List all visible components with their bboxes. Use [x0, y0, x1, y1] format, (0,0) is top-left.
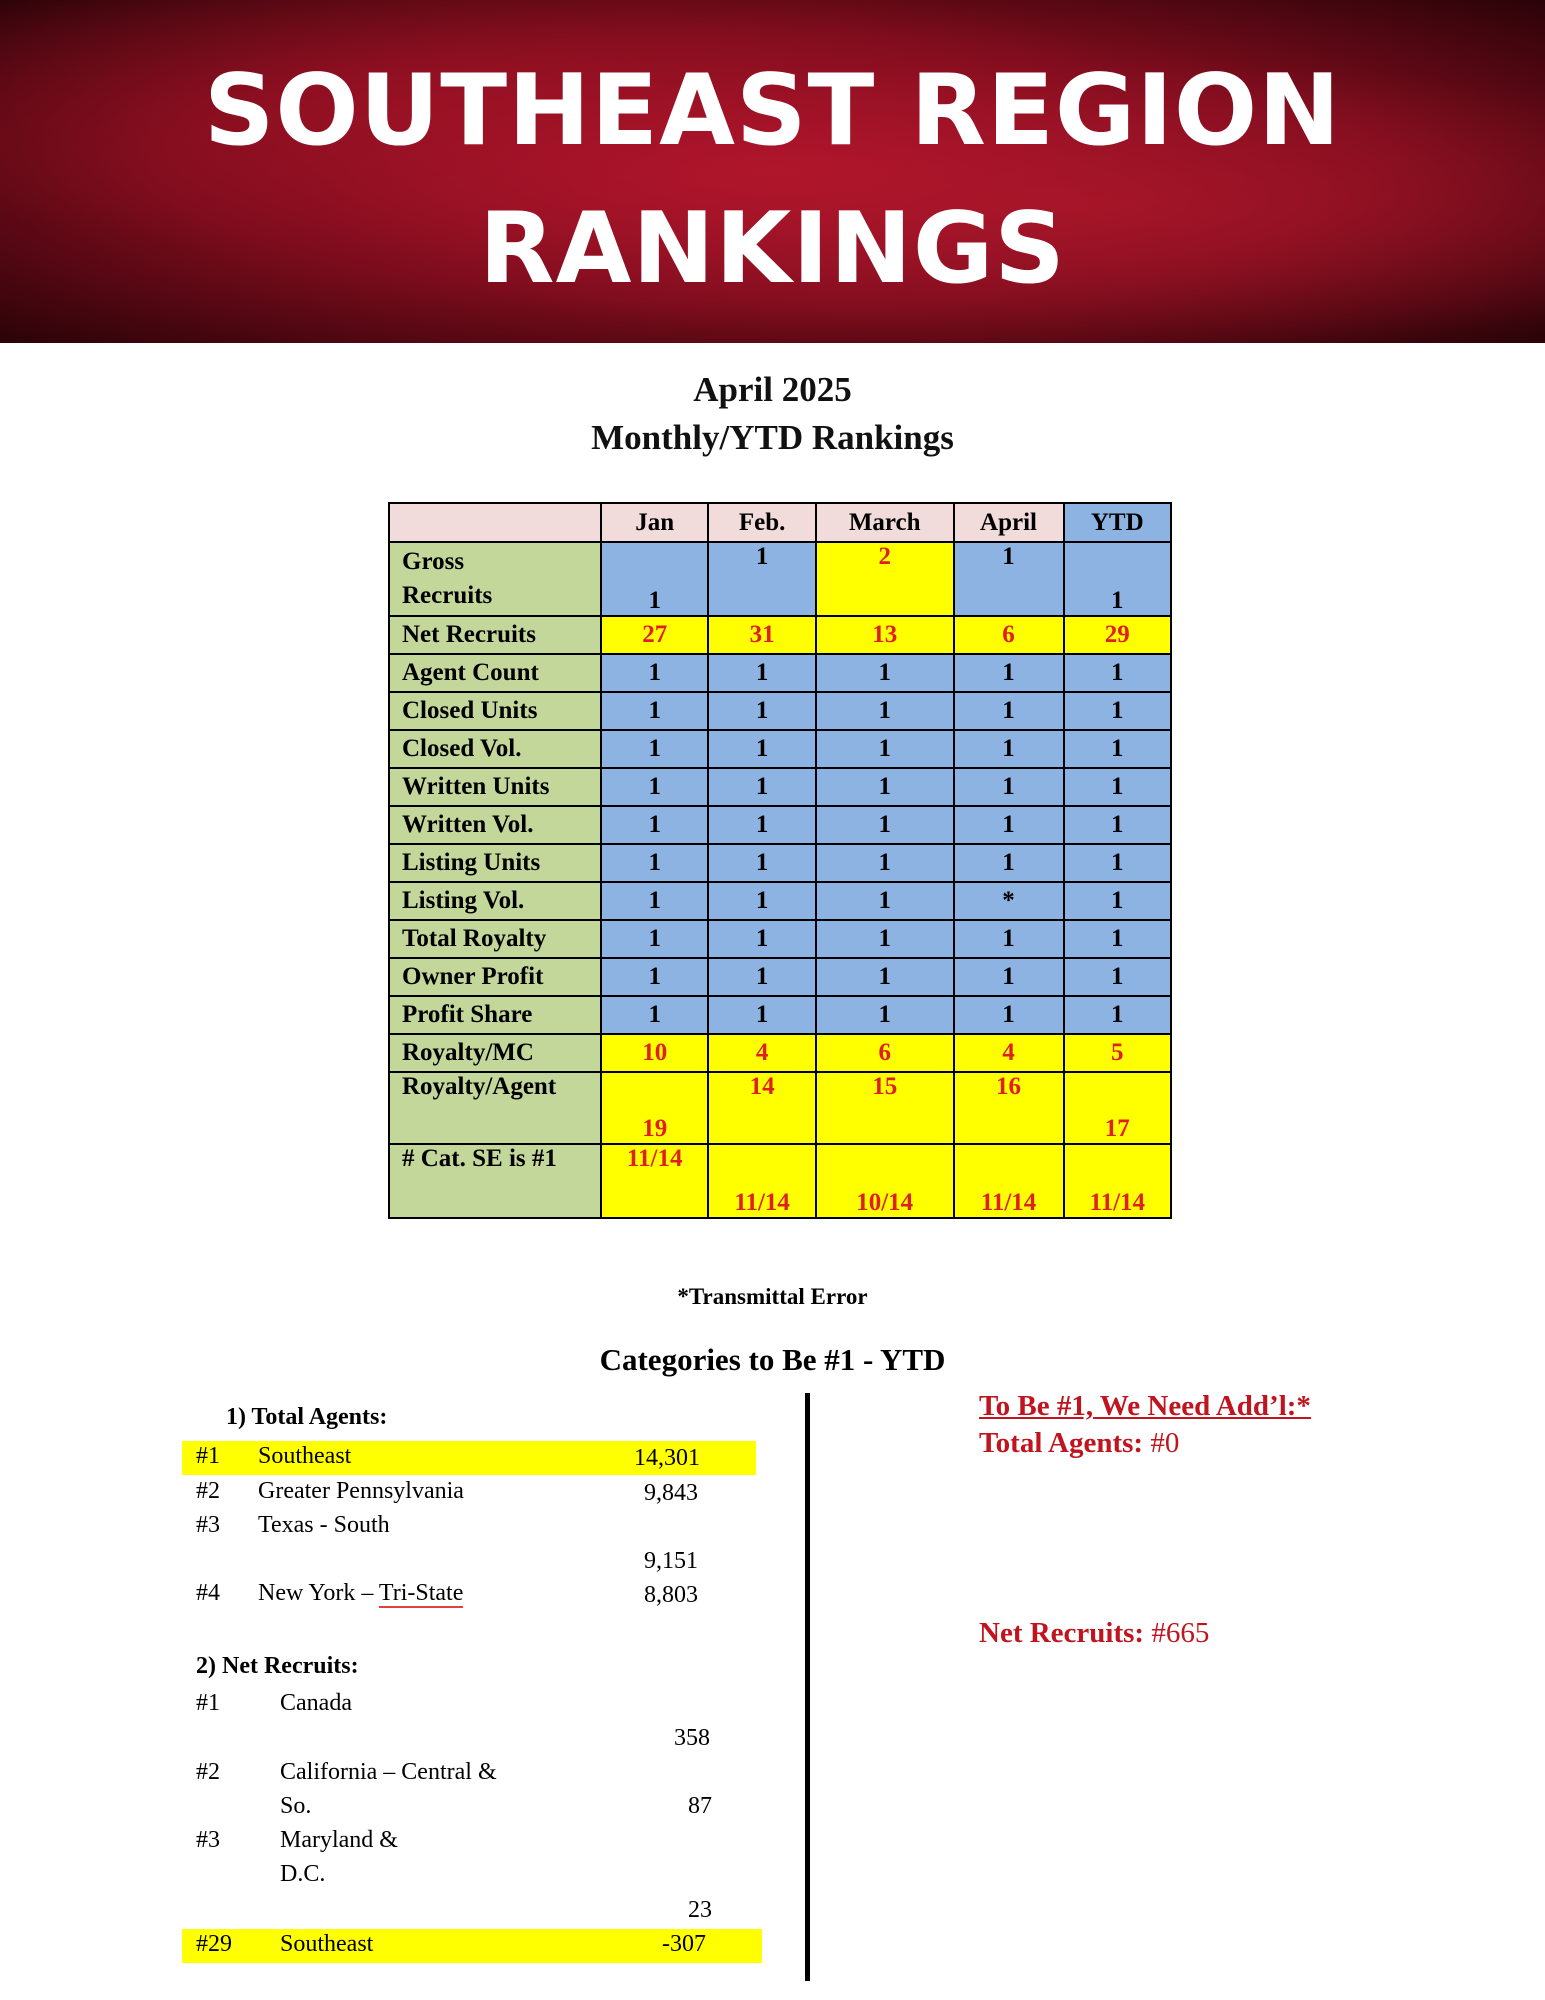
table-cell: 1: [816, 996, 954, 1034]
table-cell: 1: [1064, 692, 1171, 730]
table-cell: 11/14: [708, 1144, 815, 1218]
table-cell: 31: [708, 616, 815, 654]
region-name: Canada: [280, 1690, 352, 1716]
table-row: [389, 996, 1171, 1034]
table-cell: 2: [816, 542, 954, 616]
header-blank: [389, 503, 601, 542]
table-cell: 1: [601, 806, 708, 844]
table-cell: 19: [601, 1072, 708, 1144]
table-cell: 1: [816, 730, 954, 768]
row-label: Gross Recruits: [389, 542, 601, 616]
table-cell: 4: [954, 1034, 1064, 1072]
table-cell: 1: [708, 654, 815, 692]
row-label: Listing Units: [389, 844, 601, 882]
categories-title: Categories to Be #1 - YTD: [599, 1342, 946, 1377]
row-label: Written Units: [389, 768, 601, 806]
table-cell: 14: [708, 1072, 815, 1144]
table-cell: 1: [601, 996, 708, 1034]
net-recruits-heading: 2) Net Recruits:: [196, 1653, 359, 1679]
table-cell: 1: [816, 692, 954, 730]
rank: #1: [196, 1443, 220, 1469]
table-cell: 1: [954, 692, 1064, 730]
table-cell: 1: [1064, 768, 1171, 806]
region-name-cont: So.: [280, 1793, 312, 1819]
table-row: [389, 616, 1171, 654]
table-cell: 1: [1064, 730, 1171, 768]
table-cell: 1: [708, 844, 815, 882]
table-cell: 1: [816, 768, 954, 806]
table-cell: 1: [954, 806, 1064, 844]
col-header: March: [816, 503, 954, 542]
table-cell: 1: [1064, 654, 1171, 692]
table-row: [389, 768, 1171, 806]
value: 23: [688, 1897, 712, 1923]
row-label: Royalty/MC: [389, 1034, 601, 1072]
table-cell: 10: [601, 1034, 708, 1072]
row-label: Royalty/Agent: [389, 1072, 601, 1144]
row-label: # Cat. SE is #1: [389, 1144, 601, 1218]
table-cell: 17: [1064, 1072, 1171, 1144]
table-cell: 1: [601, 730, 708, 768]
value: 9,843: [644, 1480, 698, 1506]
table-row: [389, 692, 1171, 730]
needs-total-agents: Total Agents: #0: [979, 1427, 1180, 1459]
table-cell: 1: [708, 920, 815, 958]
table-cell: 1: [601, 844, 708, 882]
rank: #1: [196, 1690, 220, 1716]
table-row: [389, 1144, 1171, 1218]
needs-title: To Be #1, We Need Add’l:*: [979, 1390, 1311, 1422]
table-cell: 1: [601, 920, 708, 958]
table-cell: 1: [816, 882, 954, 920]
table-cell: 1: [816, 844, 954, 882]
col-header: Jan: [601, 503, 708, 542]
region-name: New York – Tri-State: [258, 1580, 464, 1606]
table-cell: 1: [708, 692, 815, 730]
row-label: Net Recruits: [389, 616, 601, 654]
table-row: [389, 542, 1171, 616]
banner-title-line2: RANKINGS: [479, 192, 1066, 306]
banner-title-line1: SOUTHEAST REGION: [203, 54, 1342, 168]
row-label: Closed Units: [389, 692, 601, 730]
table-row: [389, 844, 1171, 882]
header-banner: [0, 0, 1545, 343]
table-row: [389, 730, 1171, 768]
region-name: Texas - South: [258, 1512, 390, 1538]
region-name: Southeast: [280, 1931, 374, 1957]
table-cell: 1: [954, 542, 1064, 616]
table-cell: 1: [708, 768, 815, 806]
table-cell: 1: [1064, 844, 1171, 882]
table-row: [389, 806, 1171, 844]
table-cell: 1: [1064, 920, 1171, 958]
table-cell: 1: [601, 882, 708, 920]
table-cell: *: [954, 882, 1064, 920]
table-cell: 1: [708, 806, 815, 844]
table-cell: 11/14: [954, 1144, 1064, 1218]
table-cell: 6: [954, 616, 1064, 654]
table-cell: 1: [708, 542, 815, 616]
table-cell: 1: [601, 958, 708, 996]
row-label: Total Royalty: [389, 920, 601, 958]
table-cell: 29: [1064, 616, 1171, 654]
region-name-cont: D.C.: [280, 1861, 326, 1887]
col-header: Feb.: [708, 503, 815, 542]
table-cell: 1: [1064, 882, 1171, 920]
table-cell: 10/14: [816, 1144, 954, 1218]
region-name: California – Central &: [280, 1759, 497, 1785]
table-cell: 1: [954, 768, 1064, 806]
table-cell: 11/14: [1064, 1144, 1171, 1218]
table-cell: 1: [708, 730, 815, 768]
table-row: [389, 958, 1171, 996]
table-cell: 1: [708, 958, 815, 996]
row-label: Written Vol.: [389, 806, 601, 844]
table-cell: 27: [601, 616, 708, 654]
row-label: Profit Share: [389, 996, 601, 1034]
table-row: [389, 1034, 1171, 1072]
col-header: April: [954, 503, 1064, 542]
table-cell: 11/14: [601, 1144, 708, 1218]
table-cell: 1: [954, 920, 1064, 958]
table-cell: 5: [1064, 1034, 1171, 1072]
footnote: *Transmittal Error: [677, 1284, 868, 1309]
row-label: Agent Count: [389, 654, 601, 692]
table-cell: 16: [954, 1072, 1064, 1144]
row-label: Owner Profit: [389, 958, 601, 996]
table-cell: 1: [816, 920, 954, 958]
table-cell: 4: [708, 1034, 815, 1072]
table-cell: 1: [954, 996, 1064, 1034]
table-row: [389, 920, 1171, 958]
table-cell: 6: [816, 1034, 954, 1072]
table-header-row: [389, 503, 1171, 542]
report-subtitle: Monthly/YTD Rankings: [591, 418, 954, 457]
rank: #3: [196, 1827, 220, 1853]
table-cell: 1: [601, 654, 708, 692]
report-date: April 2025: [693, 370, 852, 409]
table-row: [389, 1072, 1171, 1144]
table-cell: 1: [1064, 542, 1171, 616]
value: 87: [688, 1793, 712, 1819]
rank: #2: [196, 1478, 220, 1504]
table-row: [389, 654, 1171, 692]
value: -307: [662, 1931, 706, 1957]
value: 8,803: [644, 1582, 698, 1608]
table-cell: 15: [816, 1072, 954, 1144]
value: 9,151: [644, 1548, 698, 1574]
table-cell: 1: [708, 882, 815, 920]
rank: #3: [196, 1512, 220, 1538]
table-cell: 1: [601, 692, 708, 730]
region-name: Southeast: [258, 1443, 352, 1469]
rankings-table: [388, 502, 1172, 1219]
row-label: Closed Vol.: [389, 730, 601, 768]
table-cell: 1: [954, 654, 1064, 692]
region-name: Greater Pennsylvania: [258, 1478, 464, 1504]
table-row: [389, 882, 1171, 920]
table-cell: 1: [1064, 996, 1171, 1034]
table-cell: 13: [816, 616, 954, 654]
table-cell: 1: [708, 996, 815, 1034]
table-cell: 1: [954, 958, 1064, 996]
table-cell: 1: [1064, 806, 1171, 844]
table-cell: 1: [601, 768, 708, 806]
col-header-ytd: YTD: [1064, 503, 1171, 542]
region-name: Maryland &: [280, 1827, 398, 1853]
table-cell: 1: [954, 844, 1064, 882]
vertical-divider: [805, 1393, 810, 1981]
value: 358: [674, 1725, 710, 1751]
total-agents-heading: 1) Total Agents:: [226, 1404, 388, 1430]
table-cell: 1: [816, 806, 954, 844]
table-cell: 1: [1064, 958, 1171, 996]
table-cell: 1: [816, 654, 954, 692]
table-cell: 1: [954, 730, 1064, 768]
table-cell: 1: [601, 542, 708, 616]
row-label: Listing Vol.: [389, 882, 601, 920]
rank: #4: [196, 1580, 220, 1606]
value: 14,301: [634, 1445, 700, 1471]
rank: #29: [196, 1931, 232, 1957]
rank: #2: [196, 1759, 220, 1785]
needs-net-recruits: Net Recruits: #665: [979, 1617, 1210, 1649]
table-cell: 1: [816, 958, 954, 996]
